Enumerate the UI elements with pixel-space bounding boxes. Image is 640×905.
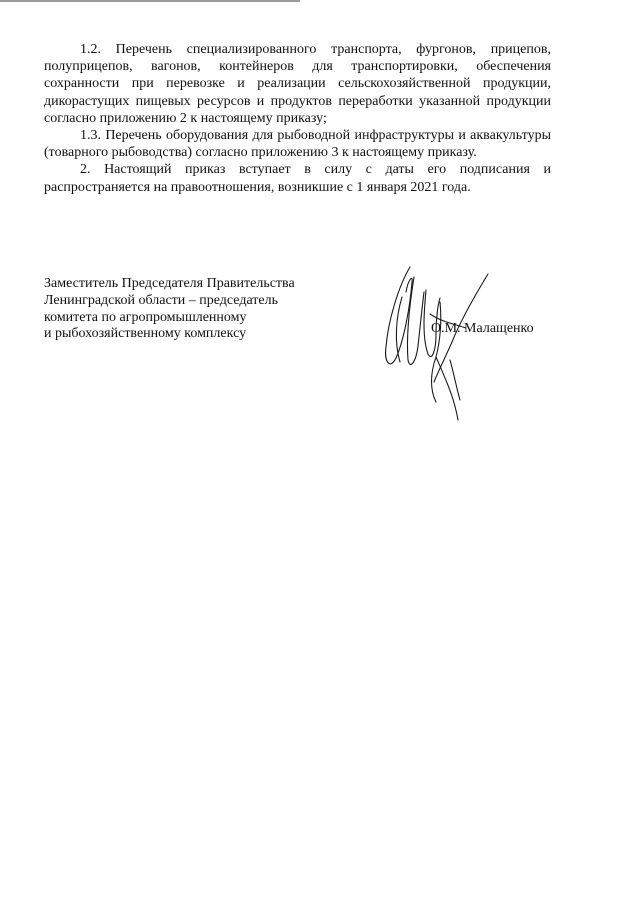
signature-icon <box>370 262 510 427</box>
signer-position-line: комитета по агропромышленному <box>44 309 247 325</box>
top-edge-line <box>0 0 300 2</box>
paragraph-1-2: 1.2. Перечень специализированного транспорта, фургонов, прицепов, полуприцепов, вагонов, контейнеров для транспортировки, обеспечения сохранности при перевозке и реализации сельскохозяйственной продукции, дикорастущих пищевых ресурсов и продуктов переработки указанной продукции согласно приложению 2 к настоящему приказу; <box>44 42 551 126</box>
signer-position-line: и рыбохозяйственному комплексу <box>44 326 247 342</box>
paragraph-1-3: 1.3. Перечень оборудования для рыбоводной инфраструктуры и аквакультуры (товарного рыбоводства) согласно приложению 3 к настоящему приказу. <box>44 128 551 161</box>
document-body <box>44 41 551 196</box>
signer-position-line: Ленинградской области – председатель <box>44 292 279 308</box>
signer-position-line: Заместитель Председателя Правительства <box>44 276 295 291</box>
signer-position <box>44 276 344 343</box>
paragraph-2: 2. Настоящий приказ вступает в силу с даты его подписания и распространяется на правоотношения, возникшие с 1 января 2021 года. <box>44 162 551 195</box>
signer-name: О.М. Малащенко <box>431 321 534 336</box>
